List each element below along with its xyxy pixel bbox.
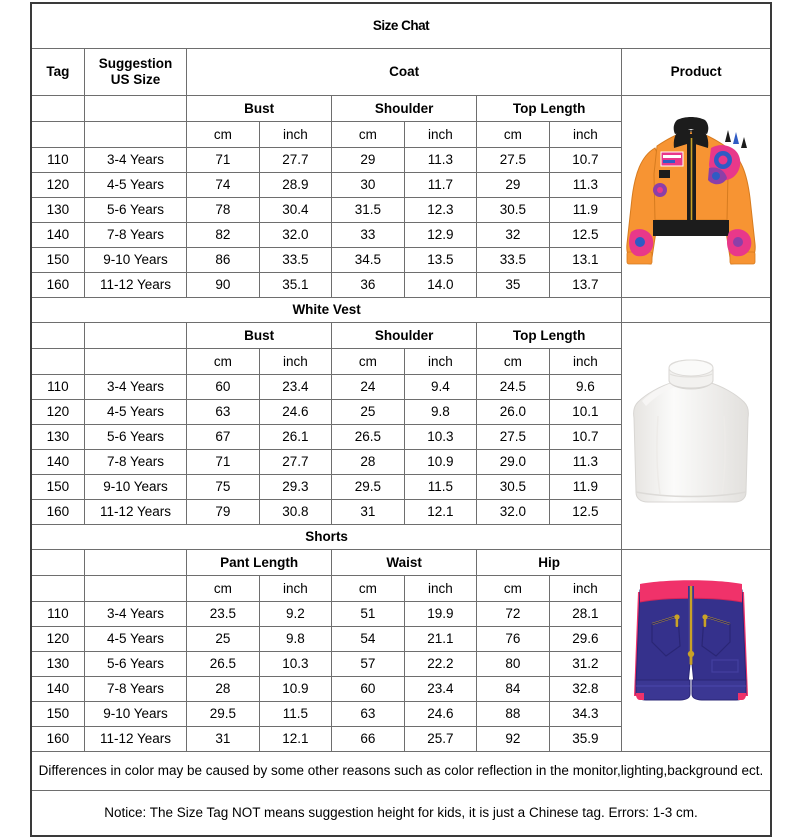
cell-tag: 110 xyxy=(31,602,84,627)
cell-m2-cm: 54 xyxy=(332,627,405,652)
cell-m2-cm: 60 xyxy=(332,677,405,702)
cell-us-size: 3-4 Years xyxy=(84,602,186,627)
cell-us-size: 7-8 Years xyxy=(84,223,186,248)
size-note-row xyxy=(31,791,771,837)
cell-m3-inch: 9.6 xyxy=(549,375,622,400)
cell-m3-inch: 13.1 xyxy=(549,248,622,273)
spacer-us-size xyxy=(84,550,186,576)
cell-tag: 120 xyxy=(31,627,84,652)
unit-coat-1-cm: cm xyxy=(187,122,260,148)
cell-m3-inch: 12.5 xyxy=(549,500,622,525)
cell-m1-cm: 26.5 xyxy=(187,652,260,677)
measure-shorts-1: Pant Length xyxy=(187,550,332,576)
shorts-measure-row xyxy=(31,550,771,576)
cell-m1-cm: 82 xyxy=(187,223,260,248)
unit-shorts-1-cm: cm xyxy=(187,576,260,602)
cell-tag: 110 xyxy=(31,148,84,173)
column-header-tag: Tag xyxy=(31,49,84,96)
title-row xyxy=(31,3,771,49)
cell-m2-cm: 31.5 xyxy=(332,198,405,223)
cell-m3-cm: 27.5 xyxy=(477,425,550,450)
measure-vest-2: Shoulder xyxy=(332,323,477,349)
cell-m2-inch: 24.6 xyxy=(404,702,477,727)
cell-m3-cm: 92 xyxy=(477,727,550,752)
cell-m3-cm: 80 xyxy=(477,652,550,677)
cell-m1-inch: 30.8 xyxy=(259,500,332,525)
us-size-line-1: Suggestion xyxy=(98,56,173,72)
spacer-tag xyxy=(31,349,84,375)
cell-us-size: 9-10 Years xyxy=(84,248,186,273)
white-vest-measure-row xyxy=(31,323,771,349)
cell-m2-cm: 63 xyxy=(332,702,405,727)
cell-m3-cm: 32.0 xyxy=(477,500,550,525)
spacer-tag xyxy=(31,550,84,576)
cell-m2-cm: 31 xyxy=(332,500,405,525)
spacer-tag xyxy=(31,96,84,122)
unit-coat-3-inch: inch xyxy=(549,122,622,148)
cell-m3-inch: 11.3 xyxy=(549,450,622,475)
cell-m2-cm: 51 xyxy=(332,602,405,627)
cell-tag: 130 xyxy=(31,425,84,450)
spacer-tag xyxy=(31,122,84,148)
cell-us-size: 3-4 Years xyxy=(84,148,186,173)
spacer-us-size xyxy=(84,576,186,602)
cell-m2-inch: 9.4 xyxy=(404,375,477,400)
cell-m1-cm: 86 xyxy=(187,248,260,273)
cell-m2-cm: 24 xyxy=(332,375,405,400)
cell-m2-inch: 11.7 xyxy=(404,173,477,198)
cell-m1-cm: 25 xyxy=(187,627,260,652)
cell-m3-cm: 29 xyxy=(477,173,550,198)
cell-m1-inch: 29.3 xyxy=(259,475,332,500)
cell-m3-inch: 11.3 xyxy=(549,173,622,198)
cell-us-size: 4-5 Years xyxy=(84,400,186,425)
cell-us-size: 5-6 Years xyxy=(84,198,186,223)
unit-shorts-2-inch: inch xyxy=(404,576,477,602)
cell-tag: 160 xyxy=(31,500,84,525)
cell-m1-inch: 24.6 xyxy=(259,400,332,425)
measure-coat-1: Bust xyxy=(187,96,332,122)
product-art-shorts xyxy=(622,576,760,726)
cell-m3-inch: 28.1 xyxy=(549,602,622,627)
spacer-us-size xyxy=(84,323,186,349)
unit-shorts-2-cm: cm xyxy=(332,576,405,602)
cell-us-size: 4-5 Years xyxy=(84,627,186,652)
cell-m2-inch: 22.2 xyxy=(404,652,477,677)
cell-tag: 150 xyxy=(31,475,84,500)
measure-shorts-3: Hip xyxy=(477,550,622,576)
cell-us-size: 11-12 Years xyxy=(84,727,186,752)
measure-coat-2: Shoulder xyxy=(332,96,477,122)
cell-m2-inch: 11.5 xyxy=(404,475,477,500)
cell-m2-inch: 25.7 xyxy=(404,727,477,752)
unit-coat-2-inch: inch xyxy=(404,122,477,148)
cell-m1-inch: 35.1 xyxy=(259,273,332,298)
cell-tag: 160 xyxy=(31,727,84,752)
cell-us-size: 4-5 Years xyxy=(84,173,186,198)
unit-shorts-3-inch: inch xyxy=(549,576,622,602)
measure-vest-3: Top Length xyxy=(477,323,622,349)
cell-m2-cm: 66 xyxy=(332,727,405,752)
cell-m1-inch: 27.7 xyxy=(259,148,332,173)
cell-tag: 130 xyxy=(31,198,84,223)
cell-tag: 160 xyxy=(31,273,84,298)
cell-m1-inch: 9.8 xyxy=(259,627,332,652)
us-size-line-2: US Size xyxy=(110,72,161,87)
cell-us-size: 3-4 Years xyxy=(84,375,186,400)
cell-tag: 140 xyxy=(31,677,84,702)
spacer-tag xyxy=(31,576,84,602)
coat-header-row xyxy=(31,49,771,96)
unit-vest-3-cm: cm xyxy=(477,349,550,375)
cell-m2-inch: 11.3 xyxy=(404,148,477,173)
cell-tag: 120 xyxy=(31,173,84,198)
cell-m1-cm: 31 xyxy=(187,727,260,752)
product-image-white-vest xyxy=(622,323,771,550)
cell-m1-cm: 29.5 xyxy=(187,702,260,727)
cell-m2-cm: 26.5 xyxy=(332,425,405,450)
cell-m1-inch: 27.7 xyxy=(259,450,332,475)
cell-us-size: 9-10 Years xyxy=(84,475,186,500)
cell-m2-cm: 29 xyxy=(332,148,405,173)
page-title: Size Chat xyxy=(31,3,771,49)
unit-shorts-1-inch: inch xyxy=(259,576,332,602)
cell-m3-inch: 10.7 xyxy=(549,148,622,173)
cell-m1-inch: 33.5 xyxy=(259,248,332,273)
unit-vest-3-inch: inch xyxy=(549,349,622,375)
cell-m2-inch: 10.3 xyxy=(404,425,477,450)
cell-m2-inch: 13.5 xyxy=(404,248,477,273)
cell-m3-cm: 33.5 xyxy=(477,248,550,273)
section-title-white-vest: White Vest xyxy=(31,298,622,323)
cell-m1-inch: 10.3 xyxy=(259,652,332,677)
cell-m3-cm: 72 xyxy=(477,602,550,627)
spacer-tag xyxy=(31,323,84,349)
cell-m1-inch: 26.1 xyxy=(259,425,332,450)
cell-m1-inch: 12.1 xyxy=(259,727,332,752)
cell-m1-inch: 11.5 xyxy=(259,702,332,727)
cell-m2-inch: 9.8 xyxy=(404,400,477,425)
cell-m2-cm: 29.5 xyxy=(332,475,405,500)
white-mock-neck-crop-top-icon xyxy=(628,356,754,516)
cell-m1-cm: 67 xyxy=(187,425,260,450)
cell-m1-cm: 79 xyxy=(187,500,260,525)
cell-tag: 140 xyxy=(31,223,84,248)
measure-coat-3: Top Length xyxy=(477,96,622,122)
cell-m2-cm: 25 xyxy=(332,400,405,425)
cell-m3-cm: 84 xyxy=(477,677,550,702)
cell-m3-inch: 32.8 xyxy=(549,677,622,702)
cell-m3-cm: 27.5 xyxy=(477,148,550,173)
product-art-white-vest xyxy=(622,356,760,516)
cell-m1-inch: 30.4 xyxy=(259,198,332,223)
size-tag-notice: Notice: The Size Tag NOT means suggestion height for kids, it is just a Chinese tag. Errors: 1-3 cm. xyxy=(31,791,771,837)
cell-m2-cm: 34.5 xyxy=(332,248,405,273)
size-chart-table xyxy=(30,2,772,837)
cell-us-size: 9-10 Years xyxy=(84,702,186,727)
cell-m3-inch: 11.9 xyxy=(549,198,622,223)
cell-m3-cm: 32 xyxy=(477,223,550,248)
color-disclaimer-note: Differences in color may be caused by some other reasons such as color reflection in the monitor,lighting,background ect. xyxy=(31,752,771,791)
cell-m3-inch: 10.1 xyxy=(549,400,622,425)
cell-m3-cm: 88 xyxy=(477,702,550,727)
cell-us-size: 11-12 Years xyxy=(84,500,186,525)
section-title-coat: Coat xyxy=(187,49,622,96)
cell-m3-cm: 35 xyxy=(477,273,550,298)
cell-m1-inch: 32.0 xyxy=(259,223,332,248)
cell-m1-inch: 9.2 xyxy=(259,602,332,627)
column-header-us-size xyxy=(84,49,186,96)
section-title-shorts: Shorts xyxy=(31,525,622,550)
cell-m3-inch: 29.6 xyxy=(549,627,622,652)
product-image-coat xyxy=(622,96,771,298)
cell-m3-inch: 35.9 xyxy=(549,727,622,752)
cell-m3-cm: 26.0 xyxy=(477,400,550,425)
cell-m3-inch: 34.3 xyxy=(549,702,622,727)
cell-tag: 120 xyxy=(31,400,84,425)
cell-m1-cm: 78 xyxy=(187,198,260,223)
product-image-shorts xyxy=(622,550,771,752)
cell-m2-inch: 12.1 xyxy=(404,500,477,525)
cell-m1-inch: 10.9 xyxy=(259,677,332,702)
cell-m2-inch: 12.9 xyxy=(404,223,477,248)
spacer-us-size xyxy=(84,122,186,148)
coat-measure-row xyxy=(31,96,771,122)
cell-us-size: 5-6 Years xyxy=(84,652,186,677)
spacer-us-size xyxy=(84,349,186,375)
measure-vest-1: Bust xyxy=(187,323,332,349)
cell-tag: 150 xyxy=(31,248,84,273)
unit-coat-1-inch: inch xyxy=(259,122,332,148)
unit-shorts-3-cm: cm xyxy=(477,576,550,602)
navy-pink-shorts-icon xyxy=(626,576,756,726)
cell-m3-inch: 11.9 xyxy=(549,475,622,500)
color-note-row xyxy=(31,752,771,791)
cell-m2-inch: 14.0 xyxy=(404,273,477,298)
cell-m3-cm: 76 xyxy=(477,627,550,652)
cell-m2-cm: 36 xyxy=(332,273,405,298)
cell-m3-inch: 13.7 xyxy=(549,273,622,298)
cell-m1-cm: 60 xyxy=(187,375,260,400)
cell-m1-cm: 74 xyxy=(187,173,260,198)
cell-m1-inch: 28.9 xyxy=(259,173,332,198)
cell-m2-cm: 33 xyxy=(332,223,405,248)
white-vest-section-row xyxy=(31,298,771,323)
cell-tag: 150 xyxy=(31,702,84,727)
orange-bomber-jacket-icon xyxy=(625,112,757,282)
unit-vest-2-cm: cm xyxy=(332,349,405,375)
cell-m2-inch: 23.4 xyxy=(404,677,477,702)
cell-m3-cm: 30.5 xyxy=(477,198,550,223)
cell-us-size: 7-8 Years xyxy=(84,450,186,475)
cell-m1-inch: 23.4 xyxy=(259,375,332,400)
cell-m2-cm: 57 xyxy=(332,652,405,677)
cell-m3-cm: 30.5 xyxy=(477,475,550,500)
cell-m1-cm: 63 xyxy=(187,400,260,425)
cell-m2-cm: 28 xyxy=(332,450,405,475)
cell-us-size: 11-12 Years xyxy=(84,273,186,298)
cell-m2-inch: 10.9 xyxy=(404,450,477,475)
cell-m2-inch: 12.3 xyxy=(404,198,477,223)
cell-m2-cm: 30 xyxy=(332,173,405,198)
measure-shorts-2: Waist xyxy=(332,550,477,576)
cell-m1-cm: 71 xyxy=(187,148,260,173)
cell-m3-inch: 10.7 xyxy=(549,425,622,450)
column-header-product: Product xyxy=(622,49,771,96)
unit-vest-1-inch: inch xyxy=(259,349,332,375)
cell-m1-cm: 23.5 xyxy=(187,602,260,627)
cell-tag: 140 xyxy=(31,450,84,475)
cell-m1-cm: 71 xyxy=(187,450,260,475)
cell-m3-cm: 24.5 xyxy=(477,375,550,400)
unit-coat-3-cm: cm xyxy=(477,122,550,148)
cell-m2-inch: 21.1 xyxy=(404,627,477,652)
cell-m3-inch: 12.5 xyxy=(549,223,622,248)
cell-m1-cm: 90 xyxy=(187,273,260,298)
cell-m3-cm: 29.0 xyxy=(477,450,550,475)
cell-tag: 110 xyxy=(31,375,84,400)
cell-m2-inch: 19.9 xyxy=(404,602,477,627)
cell-tag: 130 xyxy=(31,652,84,677)
unit-vest-2-inch: inch xyxy=(404,349,477,375)
unit-coat-2-cm: cm xyxy=(332,122,405,148)
cell-m3-inch: 31.2 xyxy=(549,652,622,677)
spacer-us-size xyxy=(84,96,186,122)
cell-us-size: 5-6 Years xyxy=(84,425,186,450)
cell-m1-cm: 75 xyxy=(187,475,260,500)
unit-vest-1-cm: cm xyxy=(187,349,260,375)
product-art-coat xyxy=(622,112,760,282)
cell-m1-cm: 28 xyxy=(187,677,260,702)
cell-us-size: 7-8 Years xyxy=(84,677,186,702)
